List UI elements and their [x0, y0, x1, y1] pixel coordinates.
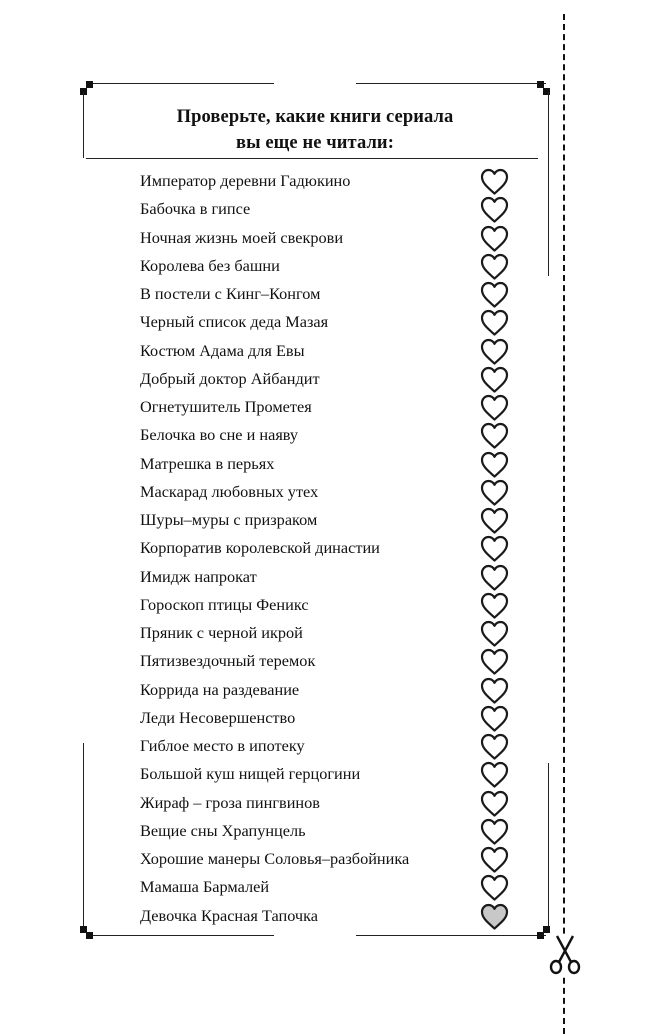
heart-outline-icon[interactable] — [480, 394, 509, 421]
book-row — [140, 309, 540, 337]
heart-outline-icon[interactable] — [480, 196, 509, 223]
heart-outline-icon[interactable] — [480, 479, 509, 506]
book-title: Гиблое место в ипотеку — [140, 736, 305, 755]
book-title: Шуры–муры с призраком — [140, 510, 318, 529]
heart-filled-icon[interactable] — [480, 903, 509, 930]
book-title: Большой куш нищей герцогини — [140, 764, 361, 784]
book-row — [140, 535, 540, 563]
book-row — [140, 168, 540, 196]
heart-outline-icon[interactable] — [480, 451, 509, 478]
heart-outline-icon[interactable] — [480, 620, 509, 647]
book-title: Гороскоп птицы Феникс — [140, 594, 309, 614]
book-row — [140, 196, 540, 224]
book-title: Белочка во сне и наяву — [140, 425, 299, 445]
book-row — [140, 648, 540, 676]
checklist-title — [90, 104, 540, 156]
heart-outline-icon[interactable] — [480, 281, 509, 308]
book-title: Император деревни Гадюкино — [140, 171, 351, 190]
book-title: Черный список деда Мазая — [140, 312, 329, 332]
heart-outline-icon[interactable] — [480, 225, 509, 252]
book-title: Бабочка в гипсе — [140, 199, 251, 219]
book-row — [140, 677, 540, 705]
book-row — [140, 422, 540, 450]
heart-outline-icon[interactable] — [480, 761, 509, 788]
book-row — [140, 281, 540, 309]
checklist-title-line-1: Проверьте, какие книги сериала — [176, 107, 454, 127]
book-row — [140, 479, 540, 507]
frame-right-bottom — [548, 763, 549, 933]
book-title: Коррида на раздевание — [140, 679, 300, 699]
book-title: Жираф – гроза пингвинов — [140, 792, 320, 812]
frame-top-left — [88, 83, 274, 84]
book-row — [140, 564, 540, 592]
book-row — [140, 451, 540, 479]
frame-corner-bottom-right — [543, 926, 550, 933]
book-title: Корпоратив королевской династии — [140, 538, 380, 558]
book-title: Матрешка в перьях — [140, 453, 275, 473]
dashed-cut-line — [563, 14, 565, 1034]
title-divider — [86, 158, 538, 159]
book-title: Леди Несовершенство — [140, 707, 296, 727]
book-title: Костюм Адама для Евы — [140, 340, 305, 360]
heart-outline-icon[interactable] — [480, 648, 509, 675]
book-row — [140, 761, 540, 789]
heart-outline-icon[interactable] — [480, 874, 509, 901]
book-row — [140, 790, 540, 818]
heart-outline-icon[interactable] — [480, 790, 509, 817]
frame-corner-bottom-right-inner — [537, 932, 544, 939]
frame-left-top — [83, 92, 84, 158]
frame-bottom-left — [88, 935, 274, 936]
book-row — [140, 253, 540, 281]
book-row — [140, 338, 540, 366]
heart-outline-icon[interactable] — [480, 818, 509, 845]
frame-corner-top-left — [86, 81, 93, 88]
book-title: Имидж напрокат — [140, 566, 257, 586]
scissors-icon — [548, 934, 582, 976]
book-title: Королева без башни — [140, 255, 280, 275]
book-title: В постели с Кинг–Конгом — [140, 284, 321, 303]
heart-outline-icon[interactable] — [480, 592, 509, 619]
book-title: Ночная жизнь моей свекрови — [140, 227, 344, 247]
heart-outline-icon[interactable] — [480, 733, 509, 760]
heart-outline-icon[interactable] — [480, 564, 509, 591]
book-row — [140, 733, 540, 761]
frame-left-bottom — [83, 743, 84, 932]
book-title: Вещие сны Храпунцель — [140, 820, 306, 840]
book-title: Хорошие манеры Соловья–разбойника — [140, 849, 410, 868]
book-row — [140, 705, 540, 733]
book-row — [140, 225, 540, 253]
book-row — [140, 394, 540, 422]
book-title: Маскарад любовных утех — [140, 481, 319, 501]
heart-outline-icon[interactable] — [480, 168, 509, 195]
book-row — [140, 620, 540, 648]
book-row — [140, 846, 540, 874]
frame-top-right — [356, 83, 546, 84]
heart-outline-icon[interactable] — [480, 366, 509, 393]
heart-outline-icon[interactable] — [480, 705, 509, 732]
book-row — [140, 818, 540, 846]
heart-outline-icon[interactable] — [480, 677, 509, 704]
book-row — [140, 507, 540, 535]
book-checklist — [140, 168, 540, 931]
checklist-title-line-2: вы еще не читали: — [236, 133, 394, 153]
heart-outline-icon[interactable] — [480, 309, 509, 336]
heart-outline-icon[interactable] — [480, 507, 509, 534]
frame-right-top — [548, 92, 549, 276]
frame-corner-bottom-left-inner — [86, 932, 93, 939]
book-row — [140, 592, 540, 620]
book-title: Пятизвездочный теремок — [140, 651, 316, 671]
book-title: Мамаша Бармалей — [140, 877, 270, 897]
book-title: Девочка Красная Тапочка — [140, 905, 318, 925]
heart-outline-icon[interactable] — [480, 846, 509, 873]
heart-outline-icon[interactable] — [480, 535, 509, 562]
book-title: Добрый доктор Айбандит — [140, 368, 320, 388]
frame-corner-top-right — [537, 81, 544, 88]
book-title: Огнетушитель Прометея — [140, 397, 312, 416]
book-row — [140, 366, 540, 394]
book-title: Пряник с черной икрой — [140, 623, 303, 642]
heart-outline-icon[interactable] — [480, 338, 509, 365]
book-row — [140, 903, 540, 931]
frame-bottom-right — [356, 935, 546, 936]
heart-outline-icon[interactable] — [480, 253, 509, 280]
book-row — [140, 874, 540, 902]
heart-outline-icon[interactable] — [480, 422, 509, 449]
